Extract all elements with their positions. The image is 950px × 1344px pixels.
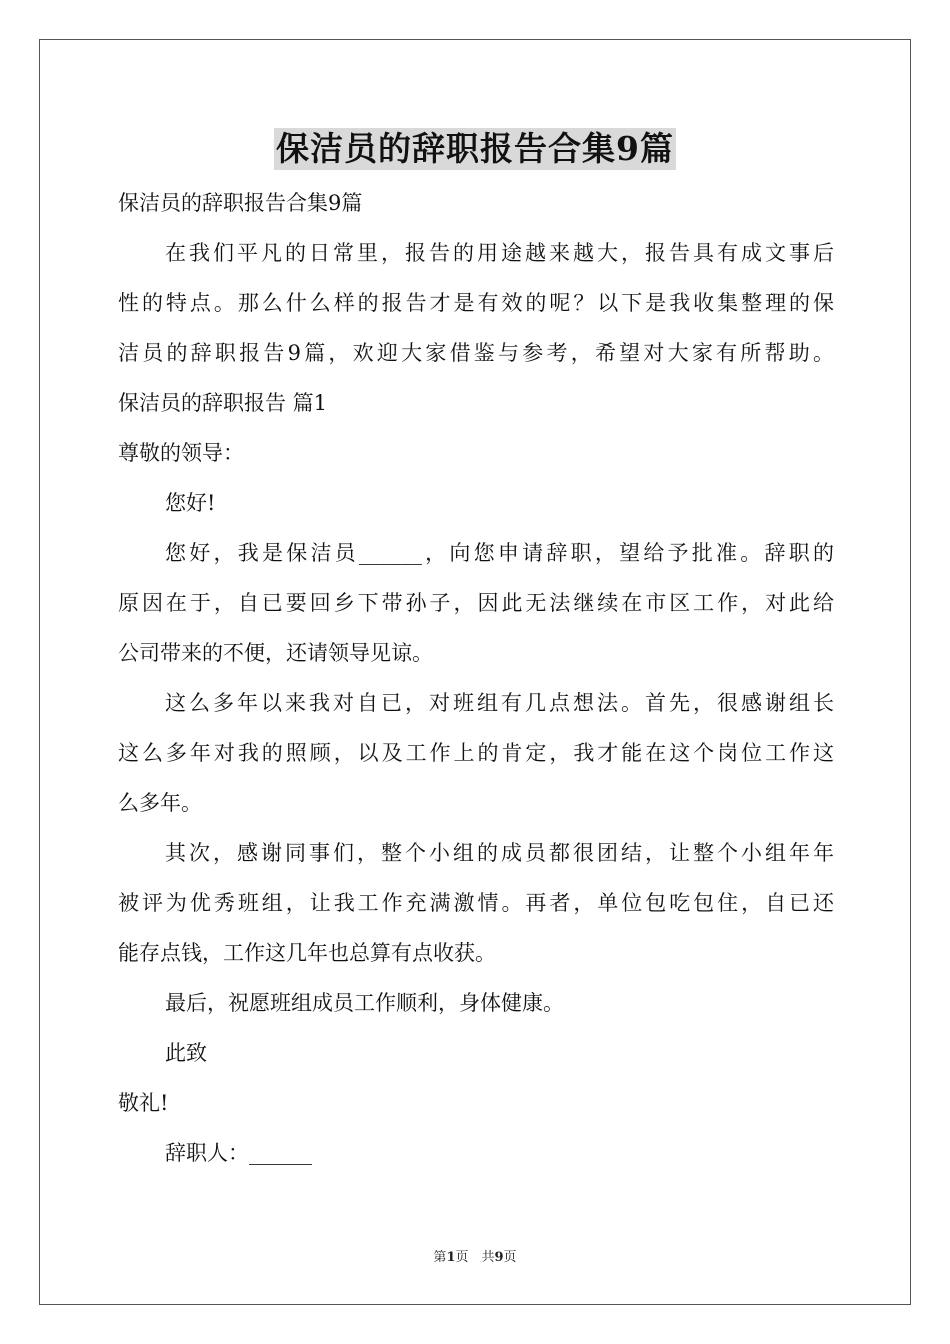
text-line: 么多年。 — [118, 791, 202, 815]
text-line: 辞职人：______ — [165, 1141, 312, 1165]
text-line: 最后，祝愿班组成员工作顺利，身体健康。 — [165, 991, 564, 1015]
page-total: 9 — [494, 1250, 504, 1265]
text-line: 保洁员的辞职报告 篇1 — [118, 391, 328, 415]
page-footer — [0, 1246, 950, 1265]
text-line: 这么多年以来我对自已，对班组有几点想法。首先，很感谢组长 — [165, 691, 834, 715]
text-line: 敬礼! — [118, 1091, 169, 1115]
text-line: 保洁员的辞职报告合集9篇 — [118, 191, 363, 215]
text-line: 公司带来的不便，还请领导见谅。 — [118, 641, 433, 665]
text-line: 被评为优秀班组，让我工作充满激情。再者，单位包吃包住，自已还 — [118, 891, 834, 915]
text-line: 原因在于，自已要回乡下带孙子，因此无法继续在市区工作，对此给 — [118, 591, 834, 615]
text-line: 您好，我是保洁员______，向您申请辞职，望给予批准。辞职的 — [165, 541, 834, 565]
text-line: 其次，感谢同事们，整个小组的成员都很团结，让整个小组年年 — [165, 841, 834, 865]
title-container — [0, 128, 950, 170]
text-line: 这么多年对我的照顾，以及工作上的肯定，我才能在这个岗位工作这 — [118, 741, 834, 765]
text-line: 洁员的辞职报告9篇，欢迎大家借鉴与参考，希望对大家有所帮助。 — [118, 341, 834, 365]
page-label-pre: 第 — [433, 1250, 447, 1265]
text-line: 性的特点。那么什么样的报告才是有效的呢？以下是我收集整理的保 — [118, 291, 834, 315]
text-line: 能存点钱，工作这几年也总算有点收获。 — [118, 941, 496, 965]
document-title: 保洁员的辞职报告合集9篇 — [276, 129, 674, 168]
text-line: 在我们平凡的日常里，报告的用途越来越大，报告具有成文事后 — [165, 241, 834, 265]
text-line: 您好! — [165, 491, 216, 515]
text-line: 此致 — [165, 1041, 207, 1065]
document-body — [118, 178, 834, 1178]
page-label-post: 页 — [503, 1250, 517, 1265]
page-current: 1 — [446, 1250, 456, 1265]
page-label-mid: 页 共 — [455, 1250, 495, 1265]
text-line: 尊敬的领导： — [118, 441, 244, 465]
